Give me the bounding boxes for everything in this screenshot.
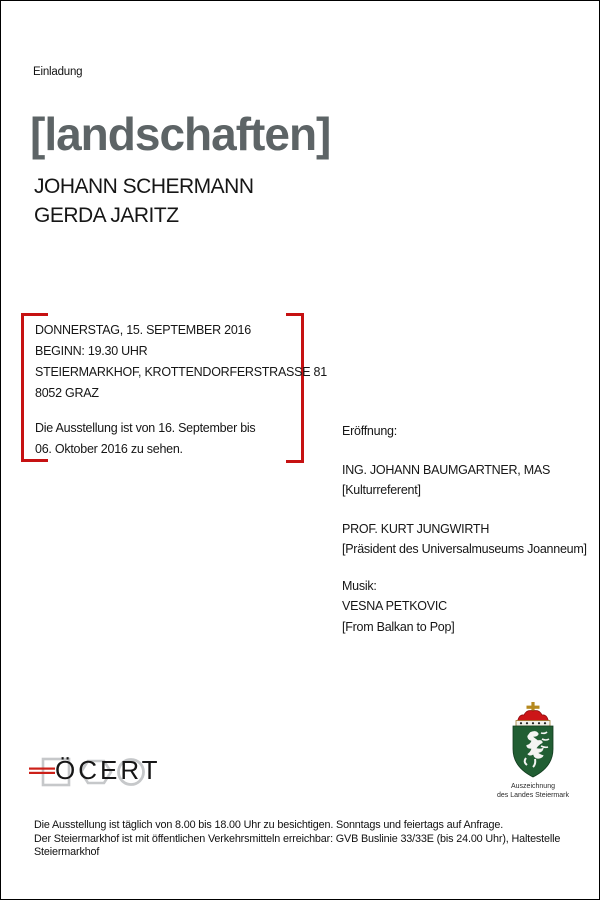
speaker-role: [Kulturreferent] [342, 483, 421, 497]
music-artist: VESNA PETKOVIC [342, 599, 447, 613]
steiermark-coat-of-arms-icon [510, 702, 556, 780]
kicker-einladung: Einladung [33, 66, 83, 78]
exhibition-note: Die Ausstellung ist von 16. September bis [35, 421, 256, 435]
footer-transit-info: Der Steiermarkhof ist mit öffentlichen Verkehrsmitteln erreichbar: GVB Buslinie 33/33E (bis 24.00 Uhr), Haltestelle Steiermarkhof [34, 832, 561, 858]
event-city: 8052 GRAZ [35, 386, 99, 400]
page-title: [landschaften] [30, 108, 331, 160]
program-column [342, 421, 587, 637]
spacer [35, 404, 327, 418]
ocert-logo [29, 752, 161, 794]
music-label: Musik: [342, 578, 377, 593]
award-caption [490, 783, 576, 800]
artist-names [34, 172, 254, 230]
event-date: DONNERSTAG, 15. SEPTEMBER 2016 [35, 323, 251, 337]
music-role: [From Balkan to Pop] [342, 619, 455, 634]
speaker-role: [Präsident des Universalmuseums Joanneum] [342, 542, 587, 556]
speaker-name: ING. JOHANN BAUMGARTNER, MAS [342, 462, 551, 477]
award-caption-line: Auszeichnung [511, 783, 555, 790]
ocert-wordmark: ÖCERT [55, 755, 161, 785]
event-time: BEGINN: 19.30 UHR [35, 344, 148, 358]
event-venue: STEIERMARKHOF, KROTTENDORFERSTRASSE 81 [35, 365, 327, 379]
speaker-name: PROF. KURT JUNGWIRTH [342, 521, 490, 536]
footer-visiting-hours: Die Ausstellung ist täglich von 8.00 bis 18.00 Uhr zu besichtigen. Sonntags und feiertags auf Anfrage. [34, 819, 504, 831]
footer-info [34, 819, 599, 860]
artist-name: JOHANN SCHERMANN [34, 175, 254, 198]
opening-label: Eröffnung: [342, 424, 397, 438]
exhibition-note: 06. Oktober 2016 zu sehen. [35, 442, 183, 456]
award-caption-line: des Landes Steiermark [497, 791, 569, 799]
event-details [35, 320, 327, 460]
artist-name: GERDA JARITZ [34, 204, 179, 227]
